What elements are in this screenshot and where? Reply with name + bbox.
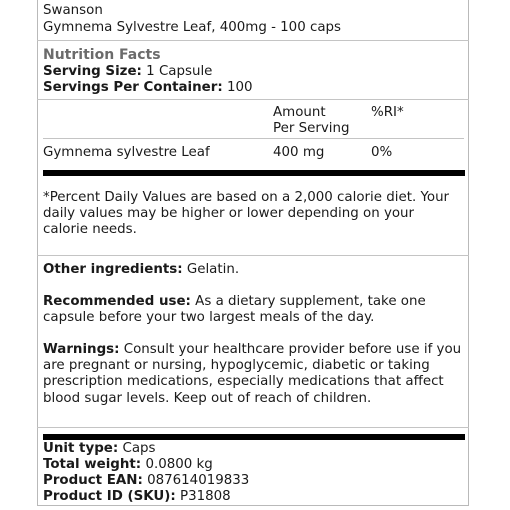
total-weight-label: Total weight: bbox=[43, 457, 142, 472]
warnings-text: Consult your healthcare provider before use if you are pregnant or nursing, hypoglycemic, diabetic or taking prescription medications, especially medications that affect blood sugar levels. Keep out of reach of children. bbox=[43, 342, 462, 406]
ri-header: %RI* bbox=[371, 105, 404, 120]
thick-divider bbox=[43, 434, 465, 440]
brand-name: Swanson bbox=[43, 3, 103, 18]
product-sku-value: P31808 bbox=[180, 489, 231, 504]
ingredient-amount: 400 mg bbox=[273, 145, 325, 160]
product-ean-label: Product EAN: bbox=[43, 473, 143, 488]
product-title: Gymnema Sylvestre Leaf, 400mg - 100 caps bbox=[43, 20, 342, 35]
warnings bbox=[43, 342, 465, 407]
per-serving-header: Per Serving bbox=[273, 121, 350, 136]
serving-size-label: Serving Size: bbox=[43, 64, 142, 79]
product-ean bbox=[43, 473, 249, 489]
serving-size bbox=[43, 64, 212, 80]
unit-type-label: Unit type: bbox=[43, 441, 119, 456]
other-ingredients bbox=[43, 262, 461, 278]
servings-value: 100 bbox=[227, 80, 253, 95]
recommended-use-text: As a dietary supplement, take one capsule before your two largest meals of the day. bbox=[43, 294, 426, 326]
servings-label: Servings Per Container: bbox=[43, 80, 223, 95]
serving-size-value: 1 Capsule bbox=[146, 64, 213, 79]
unit-type-value: Caps bbox=[122, 441, 156, 456]
amount-header: Amount bbox=[273, 105, 326, 120]
ingredient-name: Gymnema sylvestre Leaf bbox=[43, 145, 210, 160]
ingredient-ri: 0% bbox=[371, 145, 393, 160]
product-sku-label: Product ID (SKU): bbox=[43, 489, 176, 504]
thick-divider bbox=[43, 170, 465, 176]
recommended-use bbox=[43, 294, 461, 326]
unit-type bbox=[43, 441, 156, 457]
divider bbox=[37, 99, 469, 100]
divider bbox=[37, 427, 469, 428]
other-ingredients-text: Gelatin. bbox=[186, 262, 240, 277]
nutrition-facts-title: Nutrition Facts bbox=[43, 47, 161, 63]
divider bbox=[43, 138, 464, 139]
divider bbox=[37, 40, 469, 41]
product-ean-value: 087614019833 bbox=[147, 473, 250, 488]
total-weight bbox=[43, 457, 213, 473]
other-ingredients-label: Other ingredients: bbox=[43, 262, 183, 277]
total-weight-value: 0.0800 kg bbox=[145, 457, 213, 472]
product-sku bbox=[43, 489, 231, 505]
recommended-use-label: Recommended use: bbox=[43, 294, 191, 309]
warnings-label: Warnings: bbox=[43, 342, 120, 357]
divider bbox=[37, 255, 469, 256]
daily-value-footnote: *Percent Daily Values are based on a 2,000 calorie diet. Your daily values may be higher or lower depending on your calorie needs. bbox=[43, 190, 450, 238]
servings-per-container bbox=[43, 80, 253, 96]
